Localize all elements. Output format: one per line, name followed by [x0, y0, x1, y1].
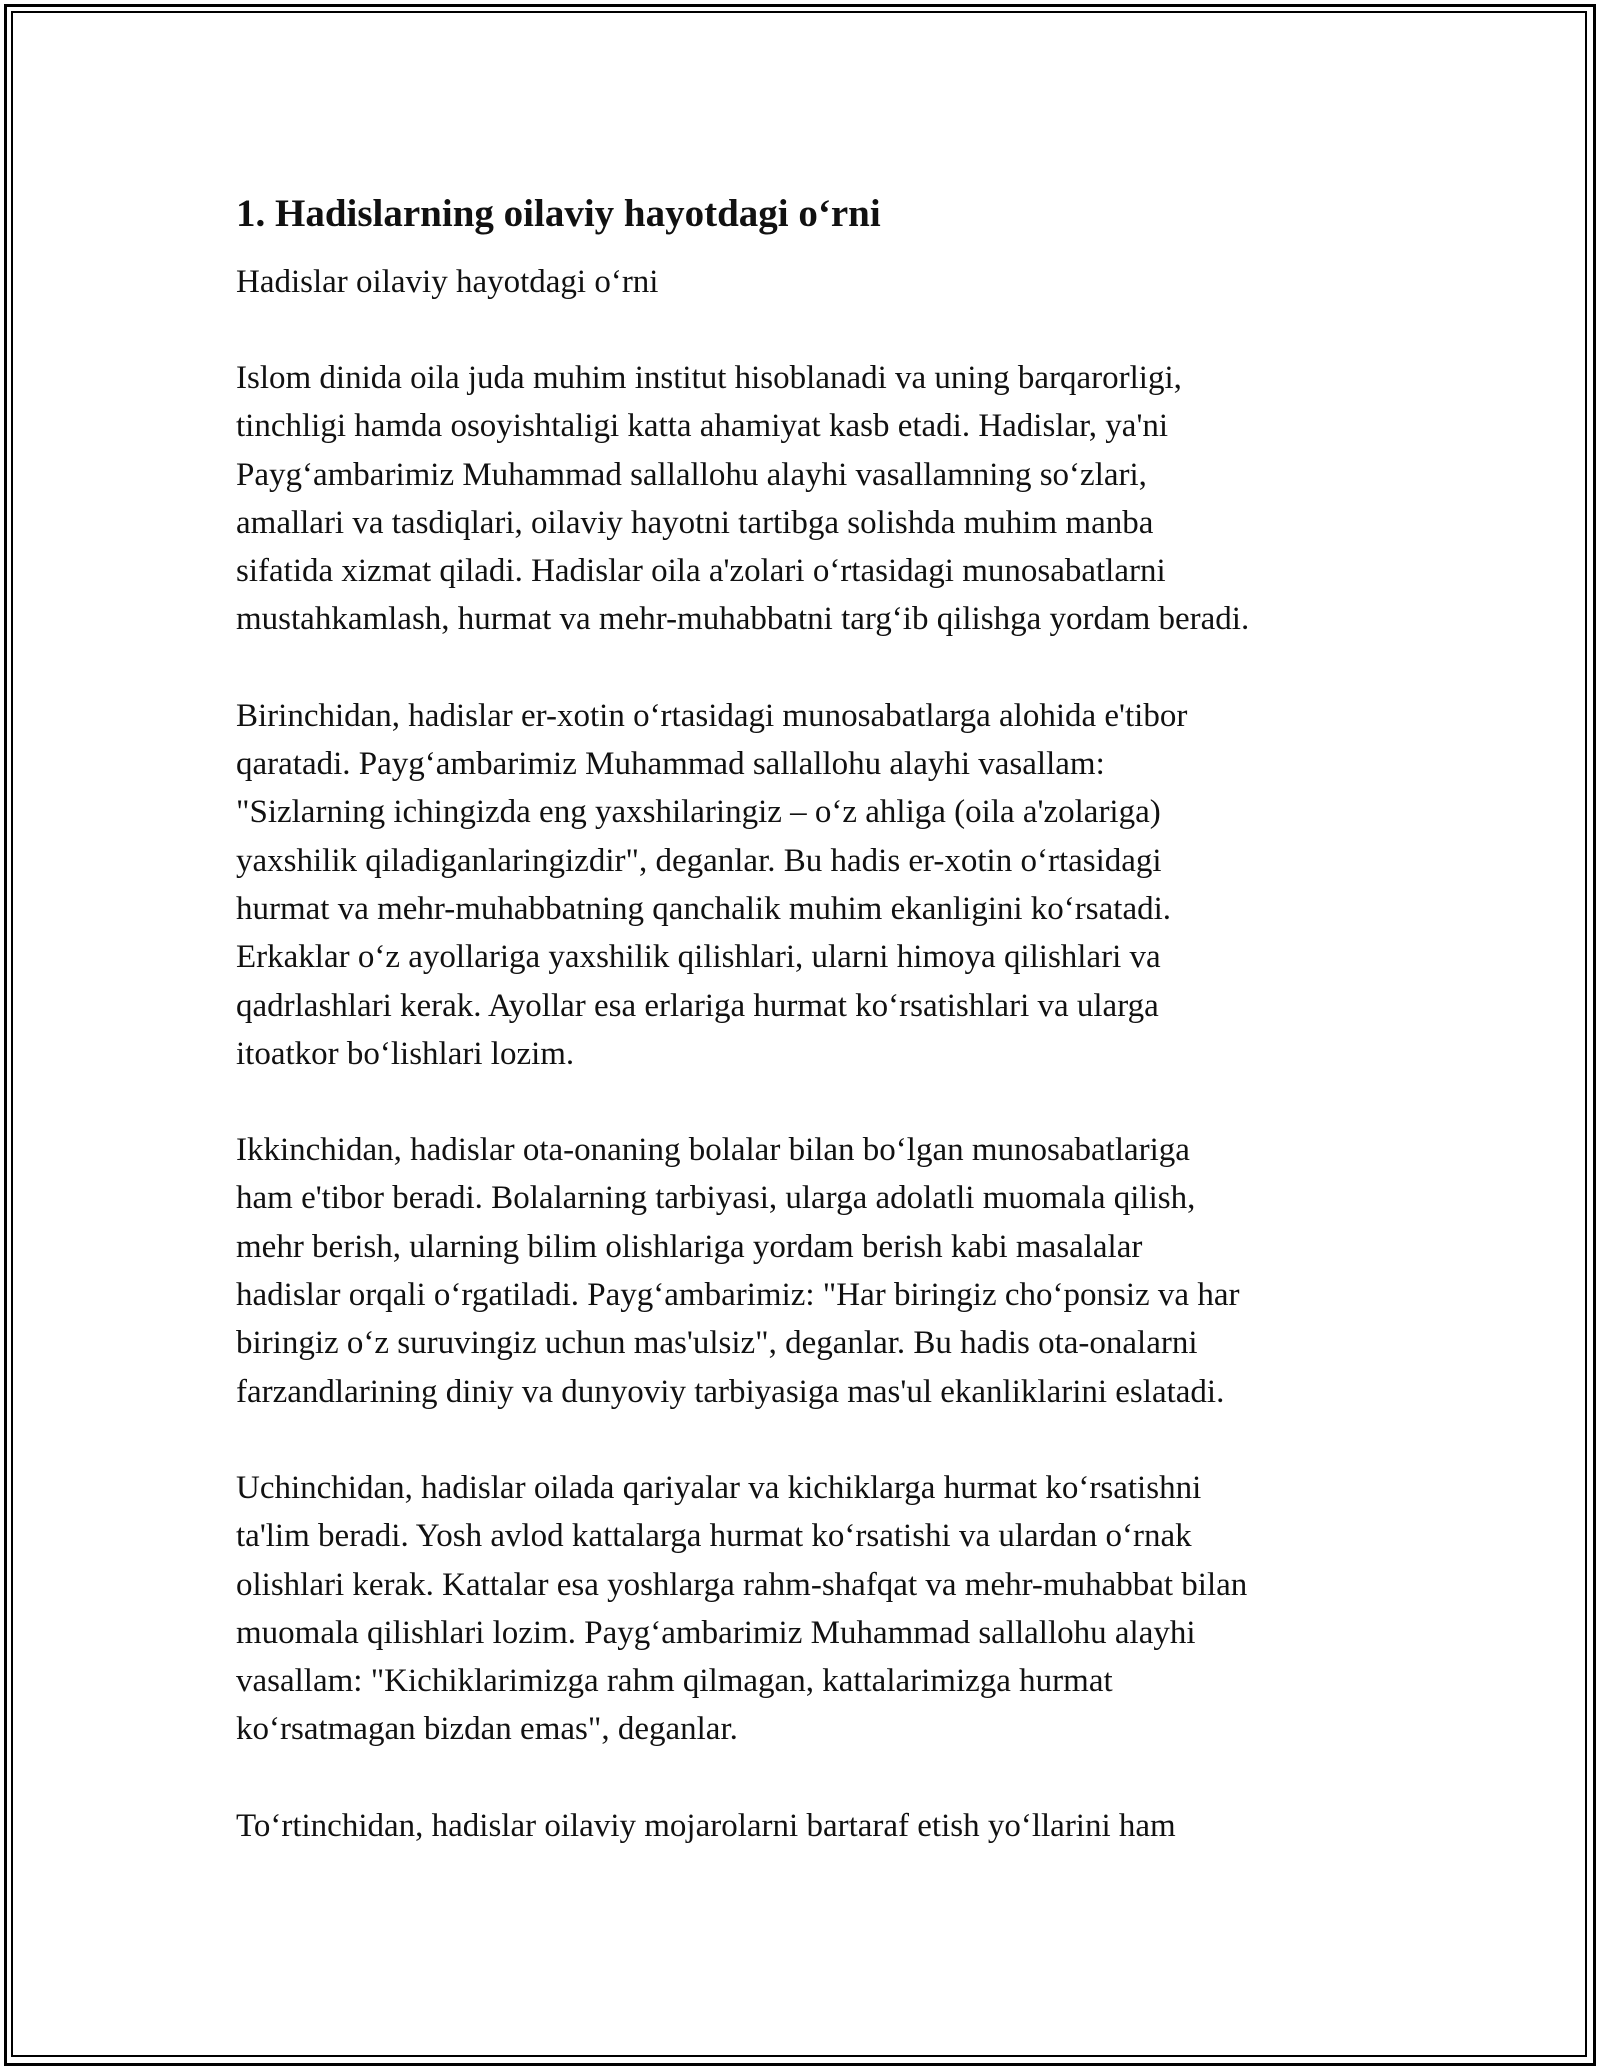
document-page: [236, 186, 1396, 1850]
text-line: ham e'tibor beradi. Bolalarning tarbiyasi, ularga adolatli muomala qilish,: [236, 1180, 1196, 1217]
text-line: vasallam: "Kichiklarimizga rahm qilmagan, kattalarimizga hurmat: [236, 1663, 1113, 1700]
text-line: Ikkinchidan, hadislar ota-onaning bolalar bilan bo‘lgan munosabatlariga: [236, 1132, 1190, 1169]
text-line: mehr berish, ularning bilim olishlariga yordam berish kabi masalalar: [236, 1228, 1143, 1265]
text-line: yaxshilik qiladiganlaringizdir", deganlar. Bu hadis er-xotin o‘rtasidagi: [236, 842, 1162, 879]
text-line: ta'lim beradi. Yosh avlod kattalarga hurmat ko‘rsatishi va ulardan o‘rnak: [236, 1518, 1192, 1555]
section-heading: 1. Hadislarning oilaviy hayotdagi o‘rni: [236, 192, 881, 235]
text-line: hurmat va mehr-muhabbatning qanchalik muhim ekanligini ko‘rsatadi.: [236, 890, 1172, 927]
text-line: qaratadi. Payg‘ambarimiz Muhammad sallallohu alayhi vasallam:: [236, 746, 1105, 783]
paragraph: [236, 692, 1396, 1078]
text-line: Uchinchidan, hadislar oilada qariyalar va kichiklarga hurmat ko‘rsatishni: [236, 1469, 1202, 1506]
section-subtitle: Hadislar oilaviy hayotdagi o‘rni: [236, 264, 659, 300]
paragraph: [236, 354, 1396, 644]
text-line: Payg‘ambarimiz Muhammad sallallohu alayhi vasallamning so‘zlari,: [236, 456, 1147, 493]
text-line: olishlari kerak. Kattalar esa yoshlarga rahm-shafqat va mehr-muhabbat bilan: [236, 1566, 1248, 1603]
paragraph: [236, 1464, 1396, 1754]
text-line: biringiz o‘z suruvingiz uchun mas'ulsiz", deganlar. Bu hadis ota-onalarni: [236, 1325, 1198, 1362]
text-line: Islom dinida oila juda muhim institut hisoblanadi va uning barqarorligi,: [236, 360, 1182, 396]
text-line: Birinchidan, hadislar er-xotin o‘rtasidagi munosabatlarga alohida e'tibor: [236, 697, 1188, 734]
text-line: Erkaklar o‘z ayollariga yaxshilik qilishlari, ularni himoya qilishlari va: [236, 939, 1161, 976]
text-line: To‘rtinchidan, hadislar oilaviy mojarolarni bartaraf etish yo‘llarini ham: [236, 1807, 1176, 1844]
text-line: sifatida xizmat qiladi. Hadislar oila a'zolari o‘rtasidagi munosabatlarni: [236, 553, 1166, 590]
body-text: [236, 354, 1396, 1850]
text-line: amallari va tasdiqlari, oilaviy hayotni tartibga solishda muhim manba: [236, 504, 1154, 541]
text-line: muomala qilishlari lozim. Payg‘ambarimiz Muhammad sallallohu alayhi: [236, 1614, 1196, 1651]
text-line: farzandlarining diniy va dunyoviy tarbiyasiga mas'ul ekanliklarini eslatadi.: [236, 1373, 1225, 1410]
paragraph: [236, 1802, 1396, 1850]
paragraph: [236, 1126, 1396, 1416]
text-line: hadislar orqali o‘rgatiladi. Payg‘ambarimiz: "Har biringiz cho‘ponsiz va har: [236, 1277, 1240, 1314]
text-line: ko‘rsatmagan bizdan emas", deganlar.: [236, 1711, 738, 1748]
text-line: mustahkamlash, hurmat va mehr-muhabbatni targ‘ib qilishga yordam beradi.: [236, 601, 1250, 638]
text-line: itoatkor bo‘lishlari lozim.: [236, 1035, 575, 1072]
text-line: "Sizlarning ichingizda eng yaxshilaringiz – o‘z ahliga (oila a'zolariga): [236, 794, 1161, 831]
text-line: tinchligi hamda osoyishtaligi katta ahamiyat kasb etadi. Hadislar, ya'ni: [236, 408, 1169, 445]
text-line: qadrlashlari kerak. Ayollar esa erlariga hurmat ko‘rsatishlari va ularga: [236, 987, 1159, 1024]
